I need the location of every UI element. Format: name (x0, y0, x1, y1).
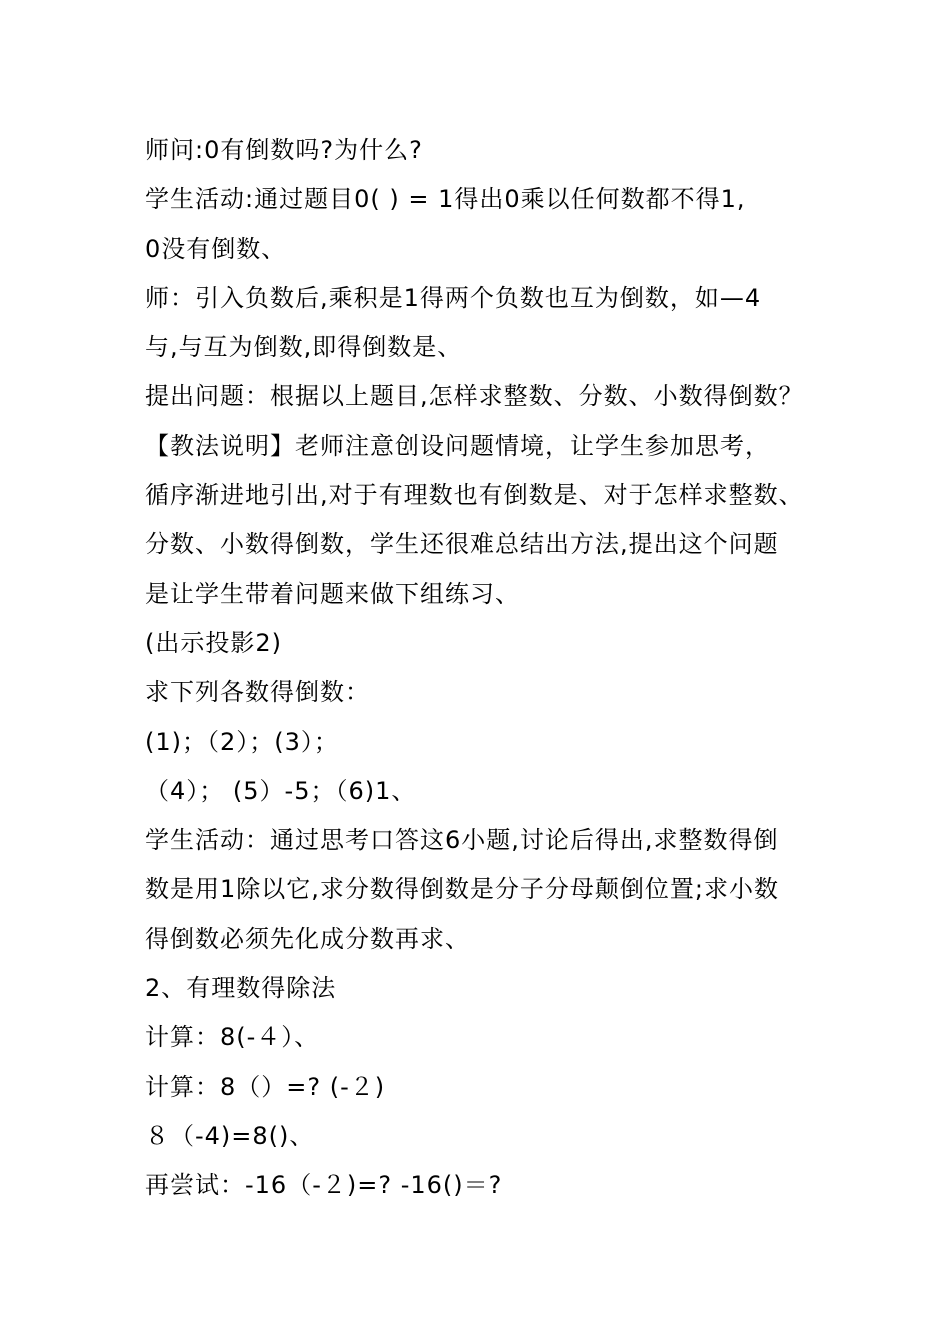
text-line: 分数、小数得倒数，学生还很难总结出方法,提出这个问题 (145, 530, 779, 559)
text-line: 再尝试：-16（-２)=? -16()＝? (145, 1171, 503, 1200)
text-line: （4）； (5）-5；（6)1、 (145, 776, 417, 805)
text-line: ８（-4)=8()、 (145, 1121, 315, 1150)
text-line: 0没有倒数、 (145, 234, 287, 263)
text-line: 2、有理数得除法 (145, 974, 337, 1003)
text-line: 学生活动:通过题目0( ) = 1得出0乘以任何数都不得1, (145, 185, 746, 214)
text-line: 循序渐进地引出,对于有理数也有倒数是、对于怎样求整数、 (145, 481, 804, 510)
text-line: 提出问题：根据以上题目,怎样求整数、分数、小数得倒数？ (145, 382, 804, 411)
text-line: 师：引入负数后,乘积是1得两个负数也互为倒数，如—4 (145, 283, 762, 312)
text-line: 计算：8（）=? (-２) (145, 1072, 386, 1101)
document-body (145, 126, 825, 1211)
text-line: 计算：8(-４）、 (145, 1023, 320, 1052)
text-line: (1)；（2）；(3）； (145, 727, 339, 756)
text-line: 与,与互为倒数,即得倒数是、 (145, 333, 463, 362)
text-line: 师问:0有倒数吗?为什么? (145, 136, 423, 164)
text-line: 是让学生带着问题来做下组练习、 (145, 579, 520, 608)
text-line: 得倒数必须先化成分数再求、 (145, 924, 470, 953)
text-line: 求下列各数得倒数： (145, 678, 370, 707)
text-line: (出示投影2) (145, 628, 282, 657)
text-line: 【教法说明】老师注意创设问题情境，让学生参加思考， (145, 431, 770, 460)
text-line: 数是用1除以它,求分数得倒数是分子分母颠倒位置;求小数 (145, 875, 779, 904)
text-line: 学生活动：通过思考口答这6小题,讨论后得出,求整数得倒 (145, 826, 779, 855)
